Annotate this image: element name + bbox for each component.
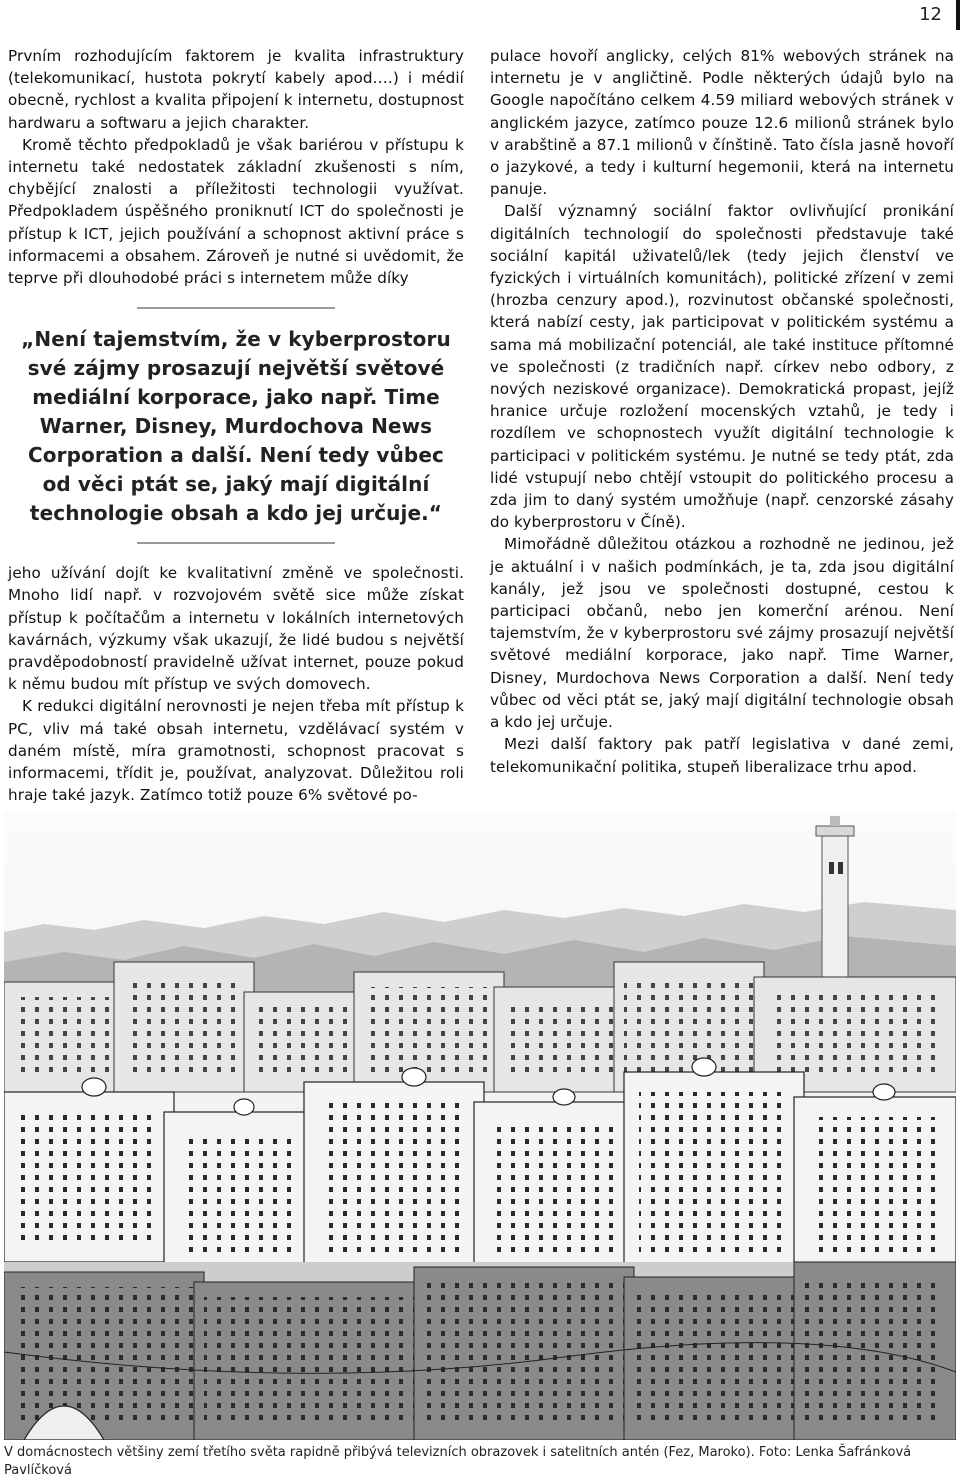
photo-caption: V domácnostech většiny zemí třetího světa rapidně přibývá televizních obrazovek i satelitních antén (Fez, Maroko). Foto: Lenka Šafránková Pavlíčková	[4, 1445, 912, 1478]
left-paragraph-2: Kromě těchto předpokladů je však bariérou v přístupu k internetu také nedostatek základní zkušenosti s ním, chybějící znalosti a příležitosti technologii využívat. Předpokladem úspěšného proniknutí ICT do společnosti je přístup k ICT, jejich používání a schopnost aktivní práce s informacemi a obsahem. Zároveň je nutné si uvědomit, že teprve při dlouhodobé práci s internetem může díky	[8, 135, 464, 288]
pullquote-bottom-rule	[137, 542, 335, 544]
city-photo	[4, 812, 956, 1440]
left-column	[8, 45, 464, 806]
left-paragraph-4: K redukci digitální nerovnosti je nejen třeba mít přístup k PC, vliv má také obsah internetu, vzdělávací systém v daném místě, míra gramotnosti, schopnost pracovat s informacemi, třídit je, používat, analyzovat. Důležitou roli hraje také jazyk. Zatímco totiž pouze 6% světové po-	[8, 697, 464, 805]
pullquote	[8, 307, 464, 544]
right-paragraph-4: Mezi další faktory pak patří legislativa v dané zemi, telekomunikační politika, stupeň liberalizace trhu apod.	[490, 735, 954, 776]
right-column	[490, 45, 954, 778]
right-paragraph-3: Mimořádně důležitou otázkou a rozhodně ne jedinou, jež je aktuální i v našich podmínkách, je ta, zda jsou digitální kanály, jež jsou ve společnosti dostupné, cestou k participaci občanů, nebo jen komerční arénou. Není tajemstvím, že v kyberprostoru své zájmy prosazují největší světové mediální korporace, jako např. Time Warner, Disney, Murdochova News Corporation a další. Není tedy vůbec od věci ptát se, jaký mají digitální technologie obsah a kdo jej určuje.	[490, 535, 954, 732]
left-paragraph-1: Prvním rozhodujícím faktorem je kvalita infrastruktury (telekomunikací, hustota pokrytí kabely apod.…) i médií obecně, rychlost a kvalita připojení k internetu, dostupnost hardwaru a softwaru a jejich charakter.	[8, 47, 464, 132]
city-photo-illustration	[4, 812, 956, 1440]
left-paragraph-3: jeho užívání dojít ke kvalitativní změně ve společnosti. Mnoho lidí např. v rozvojovém světě sice může získat přístup k počítačům a internetu v lokálních internetových kavárnách, výzkumy však ukazují, že lidé budou s největší pravděpodobností pravidelně užívat internet, pouze pokud k němu budou mít přístup ve svých domovech.	[8, 564, 464, 694]
pullquote-text: „Není tajemstvím, že v kyberprostoru své zájmy prosazují největší světové mediální korporace, jako např. Time Warner, Disney, Murdochova News Corporation a další. Není tedy vůbec od věci ptát se, jaký mají digitální technologie obsah a kdo jej určuje.“	[21, 327, 451, 526]
page-number-bar	[956, 0, 960, 30]
page-number: 12	[919, 4, 942, 25]
right-paragraph-2: Další významný sociální faktor ovlivňující pronikání digitálních technologií do společnosti představuje také sociální kapitál uživatelů/lek (tedy jejich členství ve fyzických i virtuálních komunitách), politické zřízení v zemi (hrozba cenzury apod.), rozvinutost občanské společnosti, která nabízí cesty, jak participovat v politickém systému a sama má mobilizační potenciál, ale také instituce přítomné ve společnosti (z tradičních např. církev nebo odbory, z nových neziskové organizace). Demokratická propast, jejíž hranice určuje rozložení mocenských vztahů, je tedy i rozdílem ve schopnostech využít digitální technologie k participaci v politickém systému. Je nutné se tedy ptát, zda lidé vstupují nebo chtějí vstoupit do politického procesu a zda jim to daný systém umožňuje (např. cenzorské zásahy do kyberprostoru v Číně).	[490, 202, 954, 532]
right-paragraph-1: pulace hovoří anglicky, celých 81% webových stránek na internetu je v angličtině. Podle některých údajů bylo na Google napočítáno celkem 4.59 miliard webových stránek v anglickém jazyce, zatímco pouze 12.6 milionů stránek bylo v arabštině a 87.1 milionů v čínštině. Tato čísla jasně hovoří o jazykové, a tedy i kulturní hegemonii, která na internetu panuje.	[490, 47, 954, 199]
